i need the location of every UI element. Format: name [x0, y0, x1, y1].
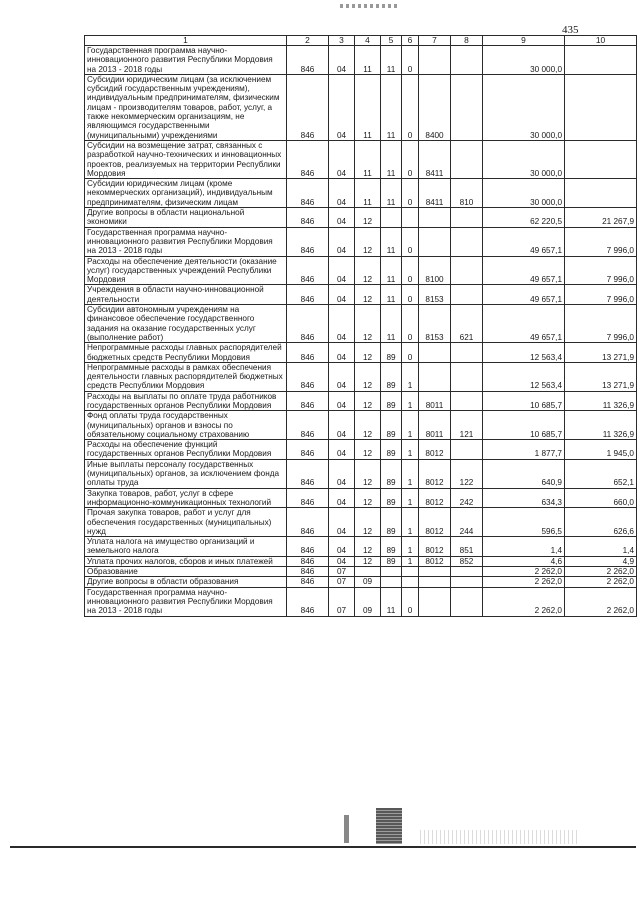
cell-section-code: 04: [329, 556, 355, 566]
cell-target-code: 8153: [419, 305, 451, 343]
cell-item-name: Расходы на обеспечение функций государственных органов Республики Мордовия: [85, 440, 287, 460]
cell-program-code: 89: [381, 343, 402, 363]
cell-admin-code: 846: [287, 285, 329, 305]
cell-item-name: Субсидии автономным учреждениям на финансовое обеспечение государственного задания на оказание государственных услуг (выполнение работ): [85, 305, 287, 343]
cell-item-name: Иные выплаты персоналу государственных (муниципальных) органов, за исключением фонда оплаты труда: [85, 459, 287, 488]
cell-amount-2015: 652,1: [565, 459, 637, 488]
budget-table-body: [85, 36, 637, 617]
cell-expense-type-code: [451, 440, 483, 460]
cell-target-code: [419, 46, 451, 75]
column-header: 7: [419, 36, 451, 46]
scan-artifact-top: [340, 4, 400, 8]
cell-subprogram-code: 0: [402, 305, 419, 343]
cell-amount-2014: 10 685,7: [483, 411, 565, 440]
cell-amount-2014: 12 563,4: [483, 362, 565, 391]
cell-subprogram-code: 0: [402, 256, 419, 285]
scan-artifact-noise: [420, 830, 580, 844]
cell-expense-type-code: [451, 74, 483, 140]
cell-section-code: 04: [329, 362, 355, 391]
cell-expense-type-code: 621: [451, 305, 483, 343]
cell-amount-2015: 4,9: [565, 556, 637, 566]
cell-subprogram-code: [402, 567, 419, 577]
cell-subsection-code: 12: [355, 362, 381, 391]
cell-section-code: 04: [329, 537, 355, 557]
cell-section-code: 04: [329, 140, 355, 178]
cell-target-code: [419, 587, 451, 616]
cell-item-name: Расходы на обеспечение деятельности (оказание услуг) государственных учреждений Республики Мордовия: [85, 256, 287, 285]
cell-target-code: 8012: [419, 459, 451, 488]
cell-subsection-code: 12: [355, 537, 381, 557]
cell-amount-2014: 62 220,5: [483, 208, 565, 228]
table-row: [85, 567, 637, 577]
cell-section-code: 04: [329, 256, 355, 285]
cell-subprogram-code: [402, 577, 419, 587]
column-header: 8: [451, 36, 483, 46]
cell-expense-type-code: 121: [451, 411, 483, 440]
cell-subsection-code: 12: [355, 440, 381, 460]
table-row: [85, 256, 637, 285]
cell-section-code: 04: [329, 343, 355, 363]
cell-item-name: Другие вопросы в области образования: [85, 577, 287, 587]
cell-subsection-code: 11: [355, 179, 381, 208]
cell-subsection-code: [355, 567, 381, 577]
cell-program-code: 89: [381, 391, 402, 411]
cell-subprogram-code: 1: [402, 362, 419, 391]
cell-amount-2015: 11 326,9: [565, 411, 637, 440]
cell-amount-2014: 2 262,0: [483, 577, 565, 587]
table-row: [85, 227, 637, 256]
cell-expense-type-code: 242: [451, 488, 483, 508]
cell-amount-2014: 640,9: [483, 459, 565, 488]
cell-program-code: 89: [381, 440, 402, 460]
cell-amount-2014: 49 657,1: [483, 285, 565, 305]
cell-subprogram-code: 1: [402, 391, 419, 411]
cell-amount-2015: 7 996,0: [565, 256, 637, 285]
cell-amount-2015: [565, 46, 637, 75]
cell-item-name: Фонд оплаты труда государственных (муниципальных) органов и взносы по обязательному социальному страхованию: [85, 411, 287, 440]
cell-section-code: 07: [329, 577, 355, 587]
cell-subprogram-code: [402, 208, 419, 228]
cell-section-code: 07: [329, 567, 355, 577]
cell-expense-type-code: 852: [451, 556, 483, 566]
cell-program-code: 89: [381, 459, 402, 488]
page-bottom-rule: [10, 846, 636, 848]
cell-subsection-code: 12: [355, 343, 381, 363]
cell-amount-2014: 30 000,0: [483, 74, 565, 140]
cell-subprogram-code: 0: [402, 343, 419, 363]
cell-item-name: Субсидии юридическим лицам (кроме некоммерческих организаций), индивидуальным предпринимателям, физическим лицам: [85, 179, 287, 208]
cell-section-code: 04: [329, 208, 355, 228]
table-row: [85, 459, 637, 488]
page-number: 435: [562, 24, 579, 36]
cell-target-code: [419, 227, 451, 256]
cell-admin-code: 846: [287, 305, 329, 343]
column-header: 6: [402, 36, 419, 46]
cell-expense-type-code: [451, 587, 483, 616]
cell-subsection-code: 12: [355, 256, 381, 285]
cell-target-code: [419, 343, 451, 363]
table-row: [85, 285, 637, 305]
cell-amount-2015: 21 267,9: [565, 208, 637, 228]
cell-admin-code: 846: [287, 459, 329, 488]
cell-amount-2014: 49 657,1: [483, 256, 565, 285]
cell-subsection-code: 12: [355, 459, 381, 488]
cell-admin-code: 846: [287, 577, 329, 587]
cell-admin-code: 846: [287, 46, 329, 75]
cell-amount-2015: 626,6: [565, 508, 637, 537]
cell-section-code: 04: [329, 305, 355, 343]
column-header: 2: [287, 36, 329, 46]
table-row: [85, 508, 637, 537]
cell-amount-2014: 49 657,1: [483, 227, 565, 256]
cell-subprogram-code: 1: [402, 440, 419, 460]
cell-subprogram-code: 0: [402, 285, 419, 305]
cell-section-code: 04: [329, 459, 355, 488]
cell-amount-2015: [565, 74, 637, 140]
table-row: [85, 74, 637, 140]
cell-subprogram-code: 0: [402, 587, 419, 616]
cell-subsection-code: 11: [355, 46, 381, 75]
cell-program-code: 89: [381, 556, 402, 566]
cell-amount-2015: [565, 179, 637, 208]
cell-amount-2015: 7 996,0: [565, 285, 637, 305]
table-row: [85, 488, 637, 508]
cell-item-name: Прочая закупка товаров, работ и услуг для обеспечения государственных (муниципальных) нужд: [85, 508, 287, 537]
cell-expense-type-code: [451, 46, 483, 75]
cell-admin-code: 846: [287, 140, 329, 178]
cell-subsection-code: 12: [355, 227, 381, 256]
cell-amount-2015: 7 996,0: [565, 305, 637, 343]
cell-program-code: 11: [381, 227, 402, 256]
cell-expense-type-code: 122: [451, 459, 483, 488]
cell-section-code: 04: [329, 179, 355, 208]
cell-admin-code: 846: [287, 256, 329, 285]
cell-subsection-code: 12: [355, 305, 381, 343]
table-row: [85, 179, 637, 208]
cell-target-code: 8012: [419, 508, 451, 537]
cell-target-code: 8400: [419, 74, 451, 140]
cell-amount-2015: 2 262,0: [565, 587, 637, 616]
table-row: [85, 391, 637, 411]
cell-section-code: 07: [329, 587, 355, 616]
cell-amount-2015: 13 271,9: [565, 343, 637, 363]
cell-amount-2015: 660,0: [565, 488, 637, 508]
cell-target-code: 8012: [419, 556, 451, 566]
cell-expense-type-code: [451, 577, 483, 587]
cell-amount-2015: [565, 140, 637, 178]
table-row: [85, 362, 637, 391]
cell-subsection-code: 09: [355, 577, 381, 587]
cell-subsection-code: 11: [355, 74, 381, 140]
table-row: [85, 577, 637, 587]
cell-amount-2014: 10 685,7: [483, 391, 565, 411]
cell-target-code: [419, 577, 451, 587]
table-row: [85, 537, 637, 557]
scan-artifact-stamp: [376, 808, 402, 844]
cell-amount-2014: 596,5: [483, 508, 565, 537]
cell-section-code: 04: [329, 46, 355, 75]
cell-admin-code: 846: [287, 74, 329, 140]
cell-admin-code: 846: [287, 208, 329, 228]
cell-subprogram-code: 1: [402, 508, 419, 537]
cell-program-code: 89: [381, 508, 402, 537]
cell-program-code: 89: [381, 411, 402, 440]
table-row: [85, 46, 637, 75]
cell-program-code: 89: [381, 362, 402, 391]
cell-section-code: 04: [329, 508, 355, 537]
cell-subprogram-code: 1: [402, 459, 419, 488]
cell-expense-type-code: [451, 362, 483, 391]
cell-amount-2015: 1 945,0: [565, 440, 637, 460]
cell-admin-code: 846: [287, 227, 329, 256]
cell-admin-code: 846: [287, 488, 329, 508]
cell-admin-code: 846: [287, 362, 329, 391]
cell-target-code: 8411: [419, 140, 451, 178]
cell-expense-type-code: [451, 343, 483, 363]
cell-item-name: Расходы на выплаты по оплате труда работников государственных органов Республики Мордовия: [85, 391, 287, 411]
cell-amount-2014: 4,6: [483, 556, 565, 566]
cell-expense-type-code: 810: [451, 179, 483, 208]
column-header: 4: [355, 36, 381, 46]
cell-target-code: 8012: [419, 537, 451, 557]
column-header: 5: [381, 36, 402, 46]
column-header: 9: [483, 36, 565, 46]
cell-amount-2014: 1 877,7: [483, 440, 565, 460]
cell-item-name: Учреждения в области научно-инновационной деятельности: [85, 285, 287, 305]
cell-program-code: [381, 567, 402, 577]
table-row: [85, 411, 637, 440]
cell-expense-type-code: [451, 391, 483, 411]
table-row: [85, 343, 637, 363]
cell-program-code: 11: [381, 256, 402, 285]
cell-item-name: Непрограммные расходы главных распорядителей бюджетных средств Республики Мордовия: [85, 343, 287, 363]
cell-subsection-code: 12: [355, 411, 381, 440]
cell-subsection-code: 12: [355, 508, 381, 537]
cell-item-name: Государственная программа научно-инновационного развития Республики Мордовия на 2013 - 2018 годы: [85, 587, 287, 616]
cell-item-name: Государственная программа научно-инновационного развития Республики Мордовия на 2013 - 2018 годы: [85, 46, 287, 75]
cell-subsection-code: 12: [355, 488, 381, 508]
column-header: 3: [329, 36, 355, 46]
cell-section-code: 04: [329, 391, 355, 411]
table-row: [85, 556, 637, 566]
cell-subsection-code: 12: [355, 391, 381, 411]
cell-target-code: 8011: [419, 411, 451, 440]
cell-subprogram-code: 1: [402, 556, 419, 566]
table-row: [85, 208, 637, 228]
table-row: [85, 140, 637, 178]
table-row: [85, 440, 637, 460]
cell-subprogram-code: 0: [402, 74, 419, 140]
cell-subsection-code: 11: [355, 140, 381, 178]
cell-section-code: 04: [329, 440, 355, 460]
cell-expense-type-code: [451, 208, 483, 228]
scan-artifact-binding: [344, 815, 349, 843]
cell-expense-type-code: [451, 285, 483, 305]
cell-section-code: 04: [329, 74, 355, 140]
cell-program-code: [381, 577, 402, 587]
cell-amount-2014: 49 657,1: [483, 305, 565, 343]
cell-admin-code: 846: [287, 343, 329, 363]
cell-item-name: Образование: [85, 567, 287, 577]
cell-subprogram-code: 0: [402, 179, 419, 208]
column-header: 1: [85, 36, 287, 46]
cell-amount-2014: 30 000,0: [483, 140, 565, 178]
cell-expense-type-code: [451, 567, 483, 577]
cell-section-code: 04: [329, 285, 355, 305]
cell-subsection-code: 12: [355, 285, 381, 305]
cell-item-name: Субсидии юридическим лицам (за исключением субсидий государственным учреждениям), индивидуальным предпринимателям, физическим лицам - производителям товаров, работ, услуг, а также некоммерческим организациям, не являющимся государственными (муниципальными) учреждениями: [85, 74, 287, 140]
cell-amount-2015: 2 262,0: [565, 567, 637, 577]
cell-admin-code: 846: [287, 508, 329, 537]
table-row: [85, 587, 637, 616]
cell-amount-2014: 30 000,0: [483, 46, 565, 75]
cell-amount-2014: 2 262,0: [483, 567, 565, 577]
table-header-row: [85, 36, 637, 46]
cell-target-code: 8012: [419, 488, 451, 508]
cell-subprogram-code: 1: [402, 537, 419, 557]
cell-item-name: Закупка товаров, работ, услуг в сфере информационно-коммуникационных технологий: [85, 488, 287, 508]
cell-admin-code: 846: [287, 587, 329, 616]
cell-item-name: Непрограммные расходы в рамках обеспечения деятельности главных распорядителей бюджетных средств Республики Мордовия: [85, 362, 287, 391]
cell-amount-2014: 12 563,4: [483, 343, 565, 363]
cell-target-code: 8411: [419, 179, 451, 208]
cell-section-code: 04: [329, 411, 355, 440]
cell-program-code: 89: [381, 488, 402, 508]
cell-item-name: Другие вопросы в области национальной экономики: [85, 208, 287, 228]
cell-program-code: 11: [381, 305, 402, 343]
cell-amount-2014: 2 262,0: [483, 587, 565, 616]
cell-subsection-code: 09: [355, 587, 381, 616]
cell-section-code: 04: [329, 488, 355, 508]
cell-admin-code: 846: [287, 440, 329, 460]
column-header: 10: [565, 36, 637, 46]
cell-subprogram-code: 1: [402, 411, 419, 440]
cell-target-code: [419, 567, 451, 577]
cell-amount-2015: 7 996,0: [565, 227, 637, 256]
cell-expense-type-code: 244: [451, 508, 483, 537]
cell-target-code: 8011: [419, 391, 451, 411]
cell-admin-code: 846: [287, 556, 329, 566]
cell-item-name: Субсидии на возмещение затрат, связанных с разработкой научно-технических и инновационных проектов, реализуемых на территории Республики Мордовия: [85, 140, 287, 178]
cell-program-code: 89: [381, 537, 402, 557]
cell-program-code: 11: [381, 140, 402, 178]
cell-amount-2015: 11 326,9: [565, 391, 637, 411]
cell-amount-2015: 1,4: [565, 537, 637, 557]
cell-expense-type-code: [451, 140, 483, 178]
cell-amount-2014: 1,4: [483, 537, 565, 557]
cell-expense-type-code: [451, 227, 483, 256]
cell-admin-code: 846: [287, 391, 329, 411]
cell-subsection-code: 12: [355, 556, 381, 566]
cell-target-code: 8153: [419, 285, 451, 305]
cell-target-code: 8012: [419, 440, 451, 460]
cell-admin-code: 846: [287, 537, 329, 557]
cell-program-code: [381, 208, 402, 228]
cell-admin-code: 846: [287, 411, 329, 440]
table-row: [85, 305, 637, 343]
cell-target-code: 8100: [419, 256, 451, 285]
cell-program-code: 11: [381, 285, 402, 305]
cell-admin-code: 846: [287, 567, 329, 577]
cell-item-name: Государственная программа научно-инновационного развития Республики Мордовия на 2013 - 2018 годы: [85, 227, 287, 256]
cell-subprogram-code: 0: [402, 227, 419, 256]
cell-expense-type-code: 851: [451, 537, 483, 557]
cell-program-code: 11: [381, 46, 402, 75]
cell-item-name: Уплата налога на имущество организаций и земельного налога: [85, 537, 287, 557]
cell-subprogram-code: 0: [402, 140, 419, 178]
cell-expense-type-code: [451, 256, 483, 285]
cell-item-name: Уплата прочих налогов, сборов и иных платежей: [85, 556, 287, 566]
cell-target-code: [419, 362, 451, 391]
budget-table: [84, 35, 637, 617]
cell-admin-code: 846: [287, 179, 329, 208]
cell-subprogram-code: 0: [402, 46, 419, 75]
cell-amount-2015: 2 262,0: [565, 577, 637, 587]
cell-program-code: 11: [381, 74, 402, 140]
cell-amount-2015: 13 271,9: [565, 362, 637, 391]
cell-program-code: 11: [381, 179, 402, 208]
cell-amount-2014: 30 000,0: [483, 179, 565, 208]
cell-amount-2014: 634,3: [483, 488, 565, 508]
cell-subprogram-code: 1: [402, 488, 419, 508]
cell-target-code: [419, 208, 451, 228]
cell-program-code: 11: [381, 587, 402, 616]
cell-section-code: 04: [329, 227, 355, 256]
cell-subsection-code: 12: [355, 208, 381, 228]
